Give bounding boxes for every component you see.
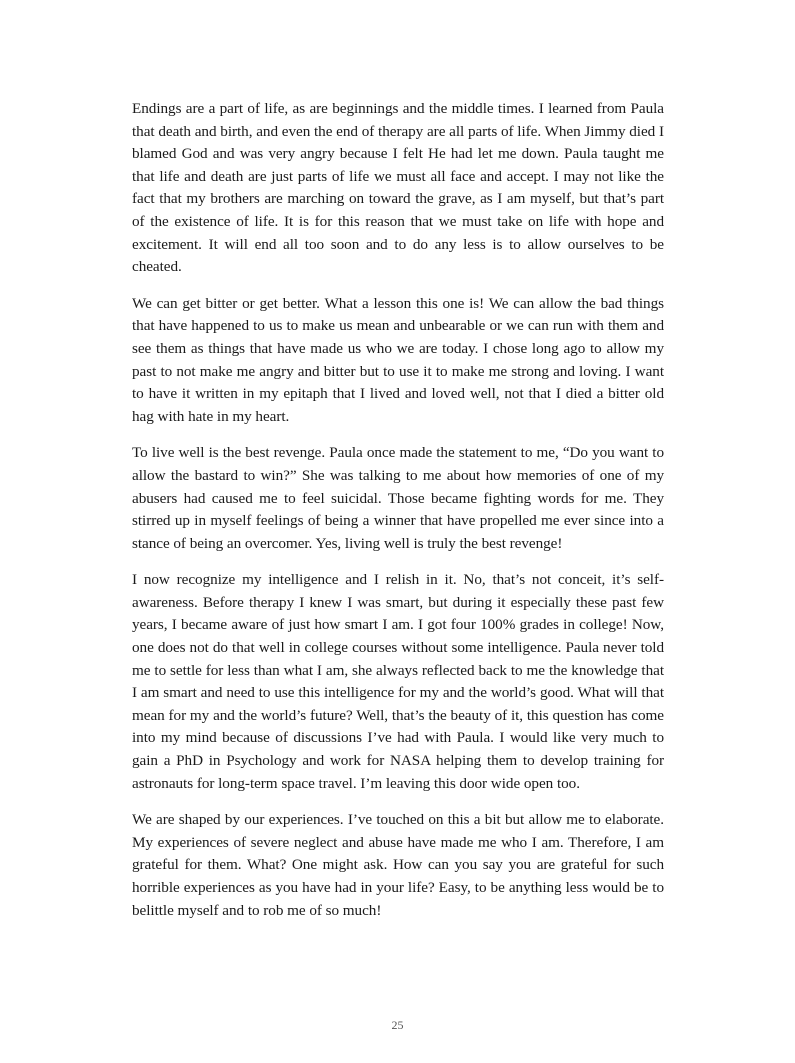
paragraph-experiences: We are shaped by our experiences. I’ve touched on this a bit but allow me to elaborate. My experiences of severe neglect and abuse have made me who I am. Therefore, I am grateful for them. What? One might ask. How can you say you are grateful for such horrible experiences as you have had in your life? Easy, to be anything less would be to belittle myself and to rob me of so much! <box>132 811 664 919</box>
paragraph-live-well: To live well is the best revenge. Paula once made the statement to me, “Do you want to allow the bastard to win?” She was talking to me about how memories of one of my abusers had caused me to feel suicidal. Those became fighting words for me. They stirred up in myself feelings of being a winner that have propelled me ever since into a stance of being an overcomer. Yes, living well is truly the best revenge! <box>132 444 664 552</box>
paragraph-bitter-or-better: We can get bitter or get better. What a lesson this one is! We can allow the bad things that have happened to us to make us mean and unbearable or we can run with them and see them as things that have made us who we are today. I chose long ago to allow my past to not make me angry and bitter but to use it to make me strong and loving. I want to have it written in my epitaph that I lived and loved well, not that I died a bitter old hag with hate in my heart. <box>132 294 664 425</box>
paragraph-endings: Endings are a part of life, as are beginnings and the middle times. I learned from Paula that death and birth, and even the end of therapy are all parts of life. When Jimmy died I blamed God and was very angry because I felt He had let me down. Paula taught me that life and death are just parts of life we must all face and accept. I may not like the fact that my brothers are marching on toward the grave, as I am myself, but that’s part of the existence of life. It is for this reason that we must take on life with hope and excitement. It will end all too soon and to do any less is to allow ourselves to be cheated. <box>132 100 664 276</box>
paragraph-intelligence: I now recognize my intelligence and I relish in it. No, that’s not conceit, it’s self-awareness. Before therapy I knew I was smart, but during it especially these past few years, I became aware of just how smart I am. I got four 100% grades in college! Now, one does not do that well in college courses without some intelligence. Paula never told me to settle for less than what I am, she always reflected back to me the knowledge that I am smart and need to use this intelligence for my and the world’s good. What will that mean for my and the world’s future? Well, that’s the beauty of it, this question has come into my mind because of discussions I’ve had with Paula. I would like very much to gain a PhD in Psychology and work for NASA helping them to develop training for astronauts for long-term space travel. I’m leaving this door wide open too. <box>132 571 664 792</box>
page-number: 25 <box>391 1018 404 1032</box>
page-body <box>132 98 664 936</box>
